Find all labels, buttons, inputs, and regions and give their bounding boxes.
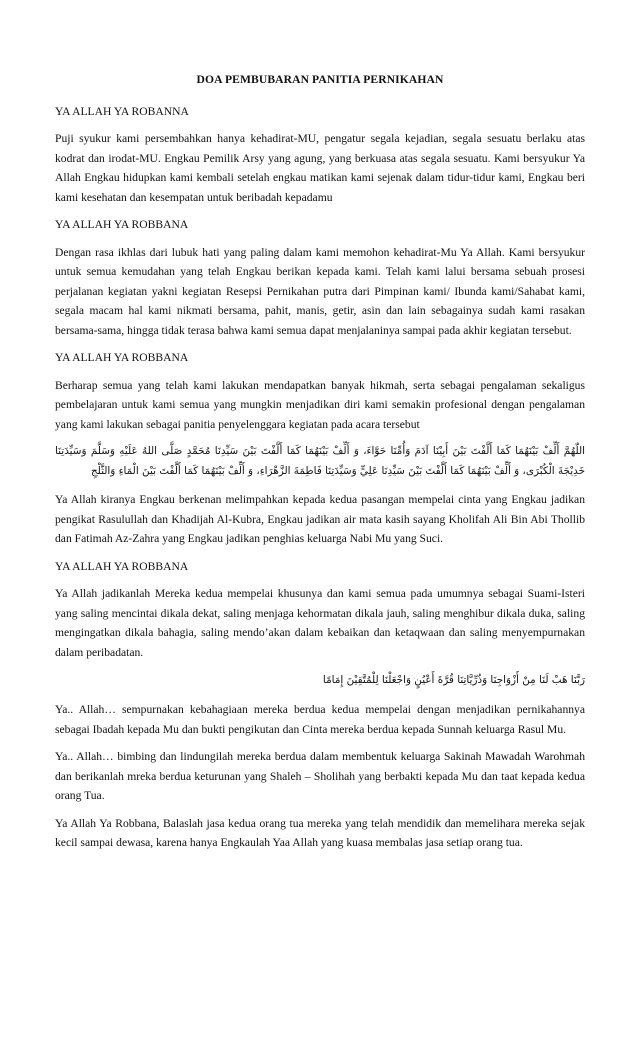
section-heading: YA ALLAH YA ROBBANA — [55, 351, 189, 364]
arabic-prayer: اللّٰهُمَّ أَلِّفْ بَيْنَهُمَا كَمَا أَلَّفْتَ بَيْنَ أَبِيْنَا آدَمَ وَأُمِّنَا حَوَّاءَ، وَ أَلِّفْ بَيْنَهُمَا كَمَا أَلَّفْتَ بَيْنَ سَيِّدِنَا مُحَمَّدٍ صَلَّى اللهُ عَلَيْهِ وَسَلَّمَ وَسَيِّدَتِنَا خَدِيْجَةَ الْكُبْرَى، وَ أَلِّفْ بَيْنَهُمَا كَمَا أَلَّفْتَ بَيْنَ سَيِّدِنَا عَلِيٍّ وَسَيِّدَتِنَا فَاطِمَةَ الزَّهْرَاءِ، وَ أَلِّفْ بَيْنَهُمَا كَمَا أَلَّفْتَ بَيْنَ الْمَاءِ وَالثَّلْجِ — [55, 445, 585, 477]
document-page — [55, 70, 585, 861]
paragraph: Ya.. Allah… bimbing dan lindungilah mereka berdua dalam membentuk keluarga Sakinah Mawadah Warohmah dan berikanlah mreka berdua keturunan yang Shaleh – Sholihah yang berbakti kepada Mu dan taat kepada kedua orang Tua. — [55, 750, 585, 802]
paragraph: Ya.. Allah… sempurnakan kebahagiaan mereka berdua kedua mempelai dengan menjadikan pernikahannya sebagai Ibadah kepada Mu dan bukti pengikutan dan Cinta mereka berdua kepada Sunnah keluarga Rasul Mu. — [55, 703, 585, 736]
paragraph: Berharap semua yang telah kami lakukan mendapatkan banyak hikmah, serta sebagai pengalaman sekaligus pembelajaran untuk kami semua yang mungkin menjadikan diri kami semakin profesional dengan pengalaman yang kami lakukan sebagai panitia penyelenggara kegiatan pada acara tersebut — [55, 378, 585, 431]
section-heading: YA ALLAH YA ROBANNA — [55, 104, 189, 118]
section-heading: YA ALLAH YA ROBBANA — [55, 218, 189, 231]
section-heading: YA ALLAH YA ROBBANA — [55, 559, 189, 573]
paragraph: Puji syukur kami persembahkan hanya kehadirat-MU, pengatur segala kejadian, segala sesuatu berlaku atas kodrat dan irodat-MU. Engkau Pemilik Arsy yang agung, yang berkuasa atas segala sesuatu. Kami bersyukur Ya Allah Engkau hidupkan kami kembali setelah engkau matikan kami sejenak dalam tidur-tidur kami, Engkau beri kami kesehatan dan kesempatan untuk beribadah kepadamu — [55, 132, 585, 204]
arabic-prayer: رَبَّنَا هَبْ لَنَا مِنْ أَزْوَاجِنَا وَذُرِّيَّاتِنَا قُرَّةَ أَعْيُنٍ وَاجْعَلْنَا لِلْمُتَّقِيْنَ إِمَامًا — [322, 674, 585, 686]
paragraph: Ya Allah Ya Robbana, Balaslah jasa kedua orang tua mereka yang telah mendidik dan memelihara mereka sejak kecil sampai dewasa, karena hanya Engkaulah Yaa Allah yang kuasa membalas jasa setiap orang tua. — [55, 816, 585, 849]
paragraph: Ya Allah kiranya Engkau berkenan melimpahkan kepada kedua pasangan mempelai cinta yang Engkau jadikan pengikat Rasulullah dan Khadijah Al-Kubra, Engkau jadikan air mata kasih sayang Kholifah Ali Bin Abi Thollib dan Fatimah Az-Zahra yang Engkau jadikan penghias keluarga Nabi Mu yang Suci. — [55, 493, 585, 545]
document-title: DOA PEMBUBARAN PANITIA PERNIKAHAN — [196, 73, 444, 86]
paragraph: Dengan rasa ikhlas dari lubuk hati yang paling dalam kami memohon kehadirat-Mu Ya Allah. Kami bersyukur untuk semua kemudahan yang telah Engkau berikan kepada kami. Telah kami lalui bersama sebuah prosesi perjalanan kegiatan yakni kegiatan Resepsi Pernikahan putra dari Pimpinan kami/ Ibunda kami/Sahabat kami, segala macam hal kami nikmati bersama, pahit, manis, getir, asin dan lain sebagainya sudah kami rasakan bersama-sama, hingga tidak terasa bahwa kami semua dapat menjalaninya sampai pada akhir kegiatan tersebut. — [55, 245, 585, 337]
paragraph: Ya Allah jadikanlah Mereka kedua mempelai khusunya dan kami semua pada umumnya sebagai Suami-Isteri yang saling mencintai dikala dekat, saling menjaga kehormatan dikala jauh, saling menghibur dikala duka, saling mengingatkan dikala bahagia, saling mendo’akan dalam kebaikan dan ketaqwaan dan saling menyempurnakan dalam peribadatan. — [55, 587, 585, 659]
